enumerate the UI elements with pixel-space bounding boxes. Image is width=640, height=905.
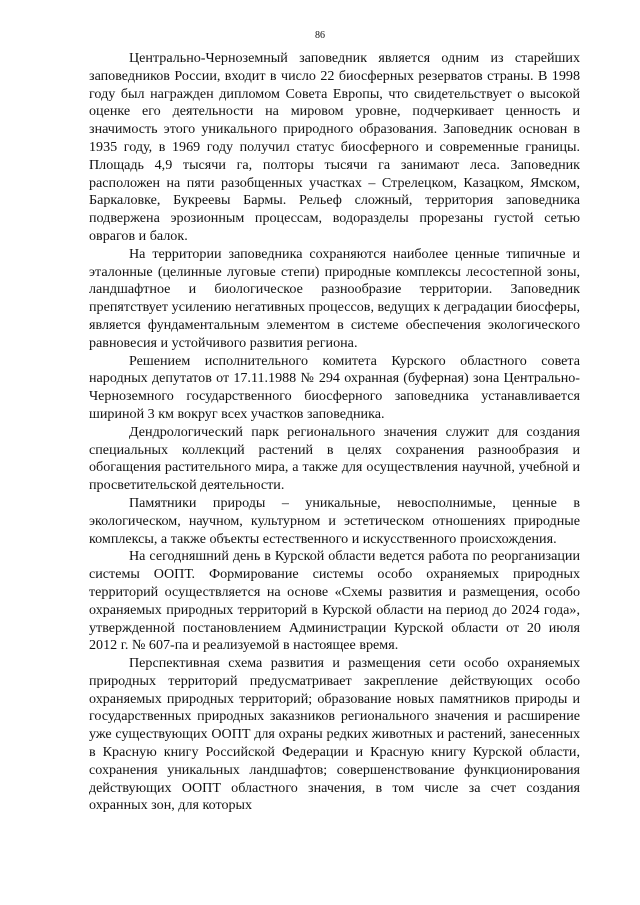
page-number: 86 [315,30,325,41]
paragraph-development-scheme: Перспективная схема развития и размещения сети особо охраняемых природных территорий предусматривает закрепление действующих особо охраняемых природных территорий; образование новых памятников природы и государственных природных заказников регионального значения и расширение уже существующих ООПТ для охраны редких животных и растений, занесенных в Красную книгу Российской Федерации и Красную книгу Курской области, сохранения уникальных ландшафтов; совершенствование функционирования действующих ООПТ областного значения, в том числе за счет создания охранных зон, для которых [89,655,580,814]
paragraph-oopt-reorganization: На сегодняшний день в Курской области ведется работа по реорганизации системы ООПТ. Формирование системы особо охраняемых природных территорий осуществляется на основе «Схемы развития и размещения, особо охраняемых природных территорий в Курской области на период до 2024 года», утвержденной постановлением Администрации Курской области от 20 июля 2012 г. № 607-па и реализуемой в настоящее время. [89,548,580,654]
paragraph-reserve-ecosystems: На территории заповедника сохраняются наиболее ценные типичные и эталонные (целинные луговые степи) природные комплексы лесостепной зоны, ландшафтное и биологическое разнообразие территории. Заповедник препятствует усилению негативных процессов, ведущих к деградации биосферы, является фундаментальным элементом в системе обеспечения экологического равновесия и устойчивого развития региона. [89,245,580,351]
paragraph-natural-monuments: Памятники природы – уникальные, невосполнимые, ценные в экологическом, научном, культурном и эстетическом отношениях природные комплексы, а также объекты естественного и искусственного происхождения. [89,494,580,547]
document-body [89,50,580,815]
paragraph-dendrological-park: Дендрологический парк регионального значения служит для создания специальных коллекций растений в целях сохранения разнообразия и обогащения растительного мира, а также для осуществления научной, учебной и просветительской деятельности. [89,423,580,494]
paragraph-buffer-zone-decision: Решением исполнительного комитета Курского областного совета народных депутатов от 17.11.1988 № 294 охранная (буферная) зона Центрально-Черноземного государственного биосферного заповедника устанавливается шириной 3 км вокруг всех участков заповедника. [89,352,580,422]
paragraph-reserve-history: Центрально-Черноземный заповедник является одним из старейших заповедников России, входит в число 22 биосферных резерватов страны. В 1998 году был награжден дипломом Совета Европы, что свидетельствует о высокой оценке его деятельности на мировом уровне, подчеркивает ценность и значимость этого уникального природного образования. Заповедник основан в 1935 году, в 1969 году получил статус биосферного и современные границы. Площадь 4,9 тысячи га, полторы тысячи га занимают леса. Заповедник расположен на пяти разобщенных участках – Стрелецком, Казацком, Ямском, Баркаловке, Букреевы Бармы. Рельеф сложный, территория заповедника подвержена эрозионным процессам, водоразделы прорезаны густой сетью оврагов и балок. [89,50,580,244]
